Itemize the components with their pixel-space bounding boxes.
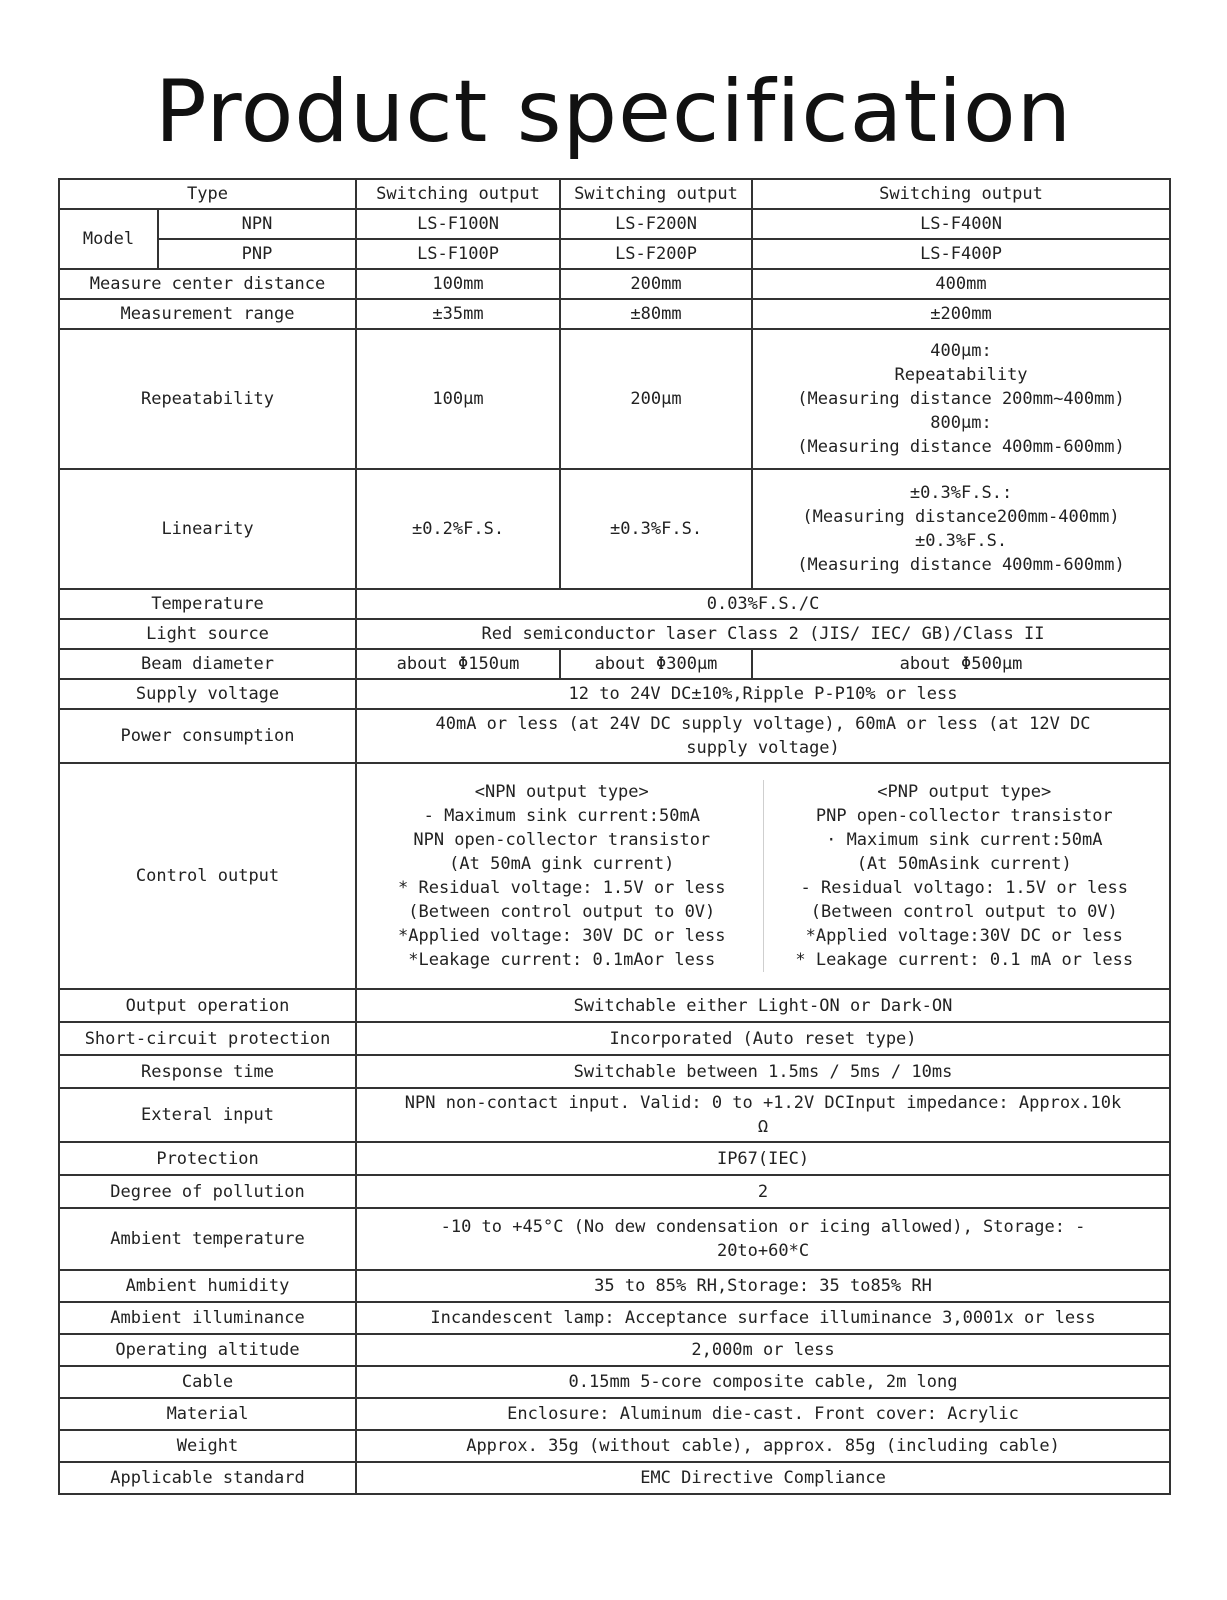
cell-value: 35 to 85% RH,Storage: 35 to85% RH <box>356 1270 1170 1302</box>
cell-line: *Applied voltage:30V DC or less <box>805 926 1123 946</box>
cell-line: 400μm: <box>930 341 992 361</box>
cell-multiline <box>356 1208 1170 1270</box>
row-label: Ambient illuminance <box>59 1302 356 1334</box>
spec-table <box>58 178 1171 1495</box>
row-model-npn <box>59 209 1170 239</box>
cell-line: (At 50mA gink current) <box>449 854 675 874</box>
cell-line: PNP open-collector transistor <box>815 806 1113 826</box>
row-ambient-humidity <box>59 1270 1170 1302</box>
cell-line: ±0.3%F.S. <box>914 531 1008 551</box>
cell-value: LS-F400N <box>752 209 1170 239</box>
row-external-input <box>59 1088 1170 1142</box>
cell-line: *Applied voltage: 30V DC or less <box>398 926 726 946</box>
row-label: Material <box>59 1398 356 1430</box>
row-output-operation <box>59 989 1170 1022</box>
cell-value: Approx. 35g (without cable), approx. 85g (including cable) <box>356 1430 1170 1462</box>
row-label: Output operation <box>59 989 356 1022</box>
sub-label: PNP <box>158 239 356 269</box>
cell-line: (Measuring distance 200mm~400mm) <box>797 389 1125 409</box>
row-label: Operating altitude <box>59 1334 356 1366</box>
cell-line: <NPN output type> <box>474 782 649 802</box>
cell-value: LS-F100P <box>356 239 560 269</box>
cell-value: 12 to 24V DC±10%,Ripple P-P10% or less <box>356 679 1170 709</box>
cell-line: -10 to +45°C (No dew condensation or icing allowed), Storage: - <box>440 1217 1086 1237</box>
cell-value: 200μm <box>560 329 752 469</box>
row-label: Measurement range <box>59 299 356 329</box>
row-label: Type <box>59 179 356 209</box>
row-model-pnp <box>59 239 1170 269</box>
row-label: Light source <box>59 619 356 649</box>
row-linearity <box>59 469 1170 589</box>
cell-line: (At 50mAsink current) <box>856 854 1072 874</box>
row-label: Beam diameter <box>59 649 356 679</box>
cell-line: - Maximum sink current:50mA <box>423 806 700 826</box>
cell-line: NPN non-contact input. Valid: 0 to +1.2V DCInput impedance: Approx.10k <box>404 1093 1122 1113</box>
row-response-time <box>59 1055 1170 1088</box>
row-light-source <box>59 619 1170 649</box>
cell-value: about Φ300μm <box>560 649 752 679</box>
row-label: Supply voltage <box>59 679 356 709</box>
row-beam-diameter <box>59 649 1170 679</box>
cell-line: (Between control output to 0V) <box>408 902 716 922</box>
row-short-circuit <box>59 1022 1170 1055</box>
cell-value: Switching output <box>560 179 752 209</box>
cell-line: supply voltage) <box>686 738 840 758</box>
cell-value: ±0.2%F.S. <box>356 469 560 589</box>
cell-value: Switchable either Light-ON or Dark-ON <box>356 989 1170 1022</box>
cell-line: (Between control output to 0V) <box>810 902 1118 922</box>
cell-value: 100mm <box>356 269 560 299</box>
cell-multiline <box>356 709 1170 763</box>
cell-multiline <box>752 469 1170 589</box>
row-type <box>59 179 1170 209</box>
cell-line: (Measuring distance200mm-400mm) <box>802 507 1120 527</box>
cell-value: 200mm <box>560 269 752 299</box>
cell-value: LS-F100N <box>356 209 560 239</box>
cell-value: LS-F400P <box>752 239 1170 269</box>
row-label: Linearity <box>59 469 356 589</box>
row-ambient-illuminance <box>59 1302 1170 1334</box>
cell-line: Repeatability <box>894 365 1028 385</box>
row-label: Applicable standard <box>59 1462 356 1494</box>
row-ambient-temperature <box>59 1208 1170 1270</box>
row-operating-altitude <box>59 1334 1170 1366</box>
cell-line: NPN open-collector transistor <box>413 830 711 850</box>
cell-value: Incandescent lamp: Acceptance surface illuminance 3,0001x or less <box>356 1302 1170 1334</box>
cell-line: · Maximum sink current:50mA <box>826 830 1103 850</box>
cell-value: Enclosure: Aluminum die-cast. Front cover: Acrylic <box>356 1398 1170 1430</box>
npn-output-block <box>361 780 763 972</box>
row-protection <box>59 1142 1170 1175</box>
control-output-cell <box>356 763 1170 989</box>
row-pollution <box>59 1175 1170 1208</box>
cell-multiline <box>356 1088 1170 1142</box>
row-label: Temperature <box>59 589 356 619</box>
row-power-consumption <box>59 709 1170 763</box>
sub-label: NPN <box>158 209 356 239</box>
cell-line: *Leakage current: 0.1mAor less <box>408 950 716 970</box>
row-label: Repeatability <box>59 329 356 469</box>
row-label: Degree of pollution <box>59 1175 356 1208</box>
row-applicable-standard <box>59 1462 1170 1494</box>
cell-value: IP67(IEC) <box>356 1142 1170 1175</box>
cell-value: Switchable between 1.5ms / 5ms / 10ms <box>356 1055 1170 1088</box>
row-label: Ambient humidity <box>59 1270 356 1302</box>
cell-line: (Measuring distance 400mm-600mm) <box>797 555 1125 575</box>
row-label: Measure center distance <box>59 269 356 299</box>
row-control-output <box>59 763 1170 989</box>
cell-line: * Leakage current: 0.1 mA or less <box>795 950 1134 970</box>
row-label: Protection <box>59 1142 356 1175</box>
cell-value: Switching output <box>356 179 560 209</box>
cell-line: <PNP output type> <box>877 782 1052 802</box>
cell-value: about Φ500μm <box>752 649 1170 679</box>
cell-value: Red semiconductor laser Class 2 (JIS/ IEC/ GB)/Class II <box>356 619 1170 649</box>
cell-line: ±0.3%F.S.: <box>909 483 1013 503</box>
row-label: Cable <box>59 1366 356 1398</box>
row-weight <box>59 1430 1170 1462</box>
cell-value: ±35mm <box>356 299 560 329</box>
cell-line: 20to+60*C <box>716 1241 810 1261</box>
cell-line: 800μm: <box>930 413 992 433</box>
cell-value: 2 <box>356 1175 1170 1208</box>
row-supply-voltage <box>59 679 1170 709</box>
cell-value: 2,000m or less <box>356 1334 1170 1366</box>
cell-value: ±200mm <box>752 299 1170 329</box>
row-cable <box>59 1366 1170 1398</box>
cell-value: 0.03%F.S./C <box>356 589 1170 619</box>
cell-line: Ω <box>757 1117 769 1137</box>
row-label: Model <box>59 209 158 269</box>
row-label: Power consumption <box>59 709 356 763</box>
cell-value: ±0.3%F.S. <box>560 469 752 589</box>
page-title: Product specification <box>154 62 1073 162</box>
row-temperature <box>59 589 1170 619</box>
cell-value: about Φ150um <box>356 649 560 679</box>
control-output-split <box>361 780 1165 972</box>
cell-line: - Residual voltago: 1.5V or less <box>800 878 1129 898</box>
cell-value: LS-F200N <box>560 209 752 239</box>
row-measure-center <box>59 269 1170 299</box>
row-label: Ambient temperature <box>59 1208 356 1270</box>
cell-value: Switching output <box>752 179 1170 209</box>
cell-line: * Residual voltage: 1.5V or less <box>398 878 726 898</box>
pnp-output-block <box>763 780 1166 972</box>
row-label: Weight <box>59 1430 356 1462</box>
cell-value: 0.15mm 5-core composite cable, 2m long <box>356 1366 1170 1398</box>
row-label: Control output <box>59 763 356 989</box>
row-material <box>59 1398 1170 1430</box>
cell-line: 40mA or less (at 24V DC supply voltage), 60mA or less (at 12V DC <box>435 714 1091 734</box>
row-label: Exteral input <box>59 1088 356 1142</box>
row-measure-range <box>59 299 1170 329</box>
cell-multiline <box>752 329 1170 469</box>
cell-line: (Measuring distance 400mm-600mm) <box>797 437 1125 457</box>
cell-value: ±80mm <box>560 299 752 329</box>
cell-value: Incorporated (Auto reset type) <box>356 1022 1170 1055</box>
cell-value: LS-F200P <box>560 239 752 269</box>
cell-value: EMC Directive Compliance <box>356 1462 1170 1494</box>
cell-value: 100μm <box>356 329 560 469</box>
row-repeatability <box>59 329 1170 469</box>
row-label: Short-circuit protection <box>59 1022 356 1055</box>
row-label: Response time <box>59 1055 356 1088</box>
cell-value: 400mm <box>752 269 1170 299</box>
